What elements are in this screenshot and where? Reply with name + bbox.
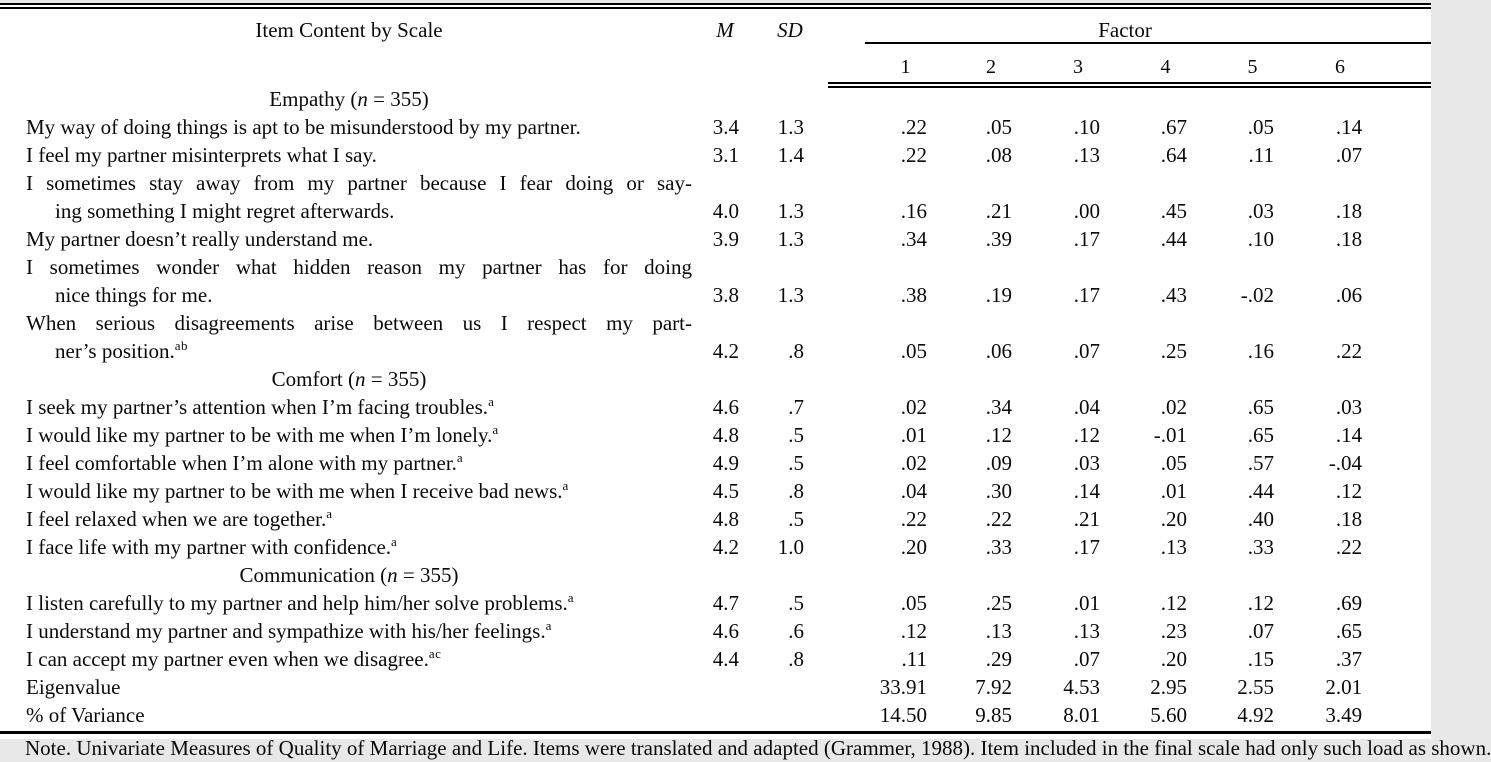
cell-factor-1: 33.91 [879,675,927,699]
cell-factor-5: -.02 [1240,283,1274,307]
footnote-marker: a [545,618,552,633]
cell-factor-5: .16 [1247,339,1274,363]
cell-factor-4: .12 [1160,591,1187,615]
cell-factor-2: .22 [985,507,1012,531]
table-header [0,9,1431,85]
summary-row [0,673,1431,701]
table-row [0,169,1431,225]
table-row [0,533,1431,561]
cell-factor-4: .02 [1160,395,1187,419]
cell-sd: 1.4 [777,143,804,167]
item-text-line [26,253,692,281]
cell-sd: .8 [788,647,804,671]
cell-sd: .7 [788,395,804,419]
cell-mean: 4.9 [712,451,739,475]
cell-factor-3: 4.53 [1063,675,1100,699]
cell-factor-5: .07 [1247,619,1274,643]
cell-factor-1: .05 [900,339,927,363]
cell-factor-6: -.04 [1328,451,1363,475]
cell-mean: 3.1 [712,143,739,167]
cell-factor-1: .12 [900,619,927,643]
cell-factor-6: .69 [1335,591,1363,615]
item-text-line [26,533,692,561]
section-title-text: Communication [239,563,375,587]
cell-sd: 1.3 [777,283,804,307]
cell-factor-4: .67 [1160,115,1187,139]
table-row [0,505,1431,533]
item-text-cell [0,533,698,561]
cell-factor-1: .11 [901,647,927,671]
cell-factor-4: .64 [1160,143,1187,167]
cell-factor-6: .18 [1335,507,1363,531]
item-text-cell [0,141,698,169]
cell-factor-5: .03 [1247,199,1274,223]
cell-factor-1: .16 [900,199,927,223]
item-text: I sometimes wonder what hidden reason my partner has for doing [26,255,692,279]
cell-factor-4: 5.60 [1150,703,1187,727]
cell-factor-6: .18 [1335,227,1363,251]
item-text-cell [0,309,698,365]
cell-mean: 4.8 [712,423,739,447]
cell-factor-4: 2.95 [1150,675,1187,699]
section-title-text: Empathy [269,87,346,111]
item-text: I listen carefully to my partner and help him/her solve problems. [26,591,568,615]
cell-factor-3: .07 [1073,339,1100,363]
cell-mean: 3.9 [712,227,739,251]
col-header-factor-5: 5 [1209,56,1296,85]
table-row [0,449,1431,477]
table-row [0,589,1431,617]
cell-factor-6: 2.01 [1325,675,1363,699]
cell-factor-3: .14 [1073,479,1100,503]
section-n-value: 355 [390,87,422,111]
cell-factor-1: .04 [900,479,927,503]
cell-factor-4: .13 [1160,535,1187,559]
cell-factor-5: .57 [1247,451,1274,475]
item-text: My way of doing things is apt to be misunderstood by my partner. [26,115,581,139]
table-row [0,225,1431,253]
footnote-marker: a [567,590,575,605]
cell-factor-3: .17 [1073,535,1100,559]
cell-factor-5: .40 [1247,507,1274,531]
item-text-cell [0,113,698,141]
cell-factor-2: .13 [985,619,1012,643]
cell-factor-4: .05 [1160,451,1187,475]
cell-factor-6: .22 [1335,535,1363,559]
cell-mean: 4.0 [712,199,739,223]
cell-sd: 1.0 [777,535,804,559]
cell-sd-empty [752,673,828,701]
cell-factor-5: .65 [1247,395,1274,419]
item-text-cell [0,225,698,253]
cell-factor-2: .05 [985,115,1012,139]
cell-factor-2: 7.92 [975,675,1012,699]
cell-factor-2: .06 [985,339,1012,363]
col-header-factor-spanner [828,9,1431,56]
cell-mean-empty [698,701,752,729]
cell-factor-2: .25 [985,591,1012,615]
cell-factor-4: .25 [1160,339,1187,363]
item-text-cell [0,617,698,645]
cell-factor-1: .02 [900,395,927,419]
item-text-cell [0,505,698,533]
factor-spanner-label: Factor [1098,18,1152,42]
factor-spanner-rule [865,42,1431,51]
cell-factor-5: .15 [1247,647,1274,671]
item-text-cell [0,589,698,617]
item-text-cell [0,645,698,673]
table-row [0,617,1431,645]
section-header-row [0,85,1431,113]
item-text-line [26,449,692,477]
item-text-line [26,393,692,421]
cell-factor-2: .39 [985,227,1012,251]
cell-mean: 3.8 [712,283,739,307]
item-text-line [26,309,692,337]
cell-factor-5: .12 [1247,591,1274,615]
cell-factor-2: .29 [985,647,1012,671]
cell-factor-3: .13 [1073,619,1100,643]
table-row [0,645,1431,673]
cell-factor-6: .06 [1335,283,1363,307]
item-text-line [26,645,692,673]
footnote-marker: a [326,506,333,521]
cell-mean-empty [698,673,752,701]
item-text-line [26,225,692,253]
cell-factor-1: .20 [900,535,927,559]
cell-factor-1: .38 [900,283,927,307]
n-symbol: n [387,563,398,587]
item-text-line [26,169,692,197]
cell-factor-4: .20 [1160,507,1187,531]
item-text-cell [0,421,698,449]
table-row [0,253,1431,309]
item-text-line [26,113,692,141]
item-text: ner’s position. [55,339,175,363]
cell-factor-5: 2.55 [1237,675,1274,699]
cell-factor-2: .21 [985,199,1012,223]
cell-sd: .5 [788,507,804,531]
cell-factor-6: .22 [1335,339,1363,363]
col-header-sd: SD [777,18,803,42]
cell-factor-1: 14.50 [879,703,927,727]
item-text: My partner doesn’t really understand me. [26,227,374,251]
table-row [0,477,1431,505]
item-text: I can accept my partner even when we disagree. [26,647,429,671]
item-text-cell [0,477,698,505]
cell-factor-2: .34 [985,395,1012,419]
cell-mean: 4.2 [712,535,739,559]
cell-factor-3: .17 [1073,283,1100,307]
cell-factor-2: .08 [985,143,1012,167]
cell-factor-3: .00 [1073,199,1100,223]
cell-factor-3: .01 [1073,591,1100,615]
section-header-spacer [698,365,1431,393]
item-text: I face life with my partner with confidence. [26,535,392,559]
section-n-value: 355 [387,367,420,391]
col-header-item-content: Item Content by Scale [255,18,443,42]
table-row [0,309,1431,365]
footnote-marker: a [562,478,569,493]
summary-row [0,701,1431,729]
cell-mean: 4.6 [712,619,739,643]
cell-factor-2: .09 [985,451,1012,475]
cell-factor-1: .22 [900,115,927,139]
cell-factor-3: .21 [1073,507,1100,531]
cell-factor-2: 9.85 [975,703,1012,727]
cell-sd: .5 [788,423,804,447]
cell-factor-5: .65 [1247,423,1274,447]
cell-factor-4: .20 [1160,647,1187,671]
cell-factor-4: .44 [1160,227,1187,251]
cell-mean: 4.4 [712,647,739,671]
cell-factor-3: .03 [1073,451,1100,475]
cell-factor-2: .30 [985,479,1012,503]
cell-factor-3: .13 [1073,143,1100,167]
cell-mean: 4.6 [712,395,739,419]
cell-factor-6: .14 [1335,115,1363,139]
table-row [0,141,1431,169]
col-header-factor-3: 3 [1034,56,1122,85]
cell-factor-1: .02 [900,451,927,475]
paper-table-page [0,3,1491,760]
section-title: Communication (n = 355) [239,563,459,587]
cell-factor-5: .05 [1247,115,1274,139]
factor-analysis-table [0,9,1431,729]
item-text: I would like my partner to be with me when I’m lonely. [26,423,493,447]
cell-factor-4: .45 [1160,199,1187,223]
col-header-factor-2: 2 [948,56,1034,85]
table-row [0,421,1431,449]
cell-sd: .8 [788,479,804,503]
cell-factor-3: .10 [1073,115,1100,139]
item-text: I feel comfortable when I’m alone with my partner. [26,451,457,475]
item-text: I understand my partner and sympathize with his/her feelings. [26,619,546,643]
section-title: Comfort (n = 355) [271,367,427,391]
cell-sd: .6 [788,619,804,643]
footnote-marker: a [488,394,495,409]
table-footnote-clipped: Note. Univariate Measures of Quality of Marriage and Life. Items were translated and adapted (Grammer, 1988). Item included in the final scale had only such load as shown. [25,736,1491,760]
item-text-line [26,421,692,449]
cell-sd: .5 [788,451,804,475]
col-header-factor-6: 6 [1296,56,1431,85]
cell-factor-5: 4.92 [1237,703,1274,727]
item-text: When serious disagreements arise between us I respect my part- [26,311,692,335]
item-text-line [26,617,692,645]
cell-mean: 4.5 [712,479,739,503]
cell-factor-6: .18 [1335,199,1363,223]
cell-factor-4: .01 [1160,479,1187,503]
item-text-line [26,141,692,169]
n-symbol: n [355,367,366,391]
table-row [0,113,1431,141]
item-text: nice things for me. [55,283,213,307]
section-title-text: Comfort [271,367,343,391]
item-text: I feel relaxed when we are together. [26,507,327,531]
cell-sd: 1.3 [777,227,804,251]
cell-factor-1: .34 [900,227,927,251]
cell-factor-6: 3.49 [1325,703,1363,727]
item-text: I seek my partner’s attention when I’m facing troubles. [26,395,489,419]
cell-factor-2: .19 [985,283,1012,307]
cell-sd: .5 [788,591,804,615]
item-text: ing something I might regret afterwards. [55,199,395,223]
cell-mean: 4.7 [712,591,739,615]
footnote-marker: a [492,422,499,437]
footnote-marker: a [391,534,398,549]
summary-label: Eigenvalue [26,675,121,699]
cell-factor-6: .37 [1335,647,1363,671]
cell-factor-2: .12 [985,423,1012,447]
item-text-cell [0,393,698,421]
col-header-factor-1: 1 [828,56,948,85]
section-header-spacer [698,85,1431,113]
cell-mean: 4.2 [712,339,739,363]
item-text: I sometimes stay away from my partner because I fear doing or say- [26,171,692,195]
cell-factor-3: 8.01 [1063,703,1100,727]
cell-factor-6: .65 [1335,619,1363,643]
cell-factor-3: .12 [1073,423,1100,447]
section-title: Empathy (n = 355) [269,87,429,111]
table-row [0,393,1431,421]
col-header-factor-4: 4 [1122,56,1209,85]
col-header-mean: M [716,18,734,42]
cell-factor-6: .03 [1335,395,1363,419]
item-text-cell [0,449,698,477]
summary-label: % of Variance [26,703,145,727]
item-text-cell [0,253,698,309]
cell-factor-5: .10 [1247,227,1274,251]
item-text-line [26,505,692,533]
cell-factor-3: .07 [1073,647,1100,671]
cell-factor-1: .22 [900,143,927,167]
cell-sd: .8 [788,339,804,363]
cell-factor-4: .43 [1160,283,1187,307]
cell-sd: 1.3 [777,199,804,223]
cell-factor-4: .23 [1160,619,1187,643]
section-header-spacer [698,561,1431,589]
item-text-line [26,589,692,617]
cell-factor-5: .33 [1247,535,1274,559]
cell-factor-3: .17 [1073,227,1100,251]
cell-factor-6: .14 [1335,423,1363,447]
cell-factor-1: .01 [900,423,927,447]
section-n-value: 355 [419,563,452,587]
cell-factor-5: .44 [1247,479,1274,503]
cell-mean: 3.4 [712,115,739,139]
cell-factor-5: .11 [1248,143,1274,167]
bottom-rule [0,731,1431,734]
cell-factor-6: .12 [1335,479,1363,503]
section-header-row [0,561,1431,589]
cell-factor-6: .07 [1335,143,1363,167]
n-symbol: n [357,87,368,111]
cell-sd: 1.3 [777,115,804,139]
item-text-line [26,281,692,309]
cell-factor-4: -.01 [1153,423,1187,447]
table-body [0,85,1431,729]
item-text-line [26,477,692,505]
footnote-marker: ac [428,646,442,661]
item-text-line [26,337,692,365]
item-text: I would like my partner to be with me when I receive bad news. [26,479,563,503]
footnote-marker: ab [174,338,189,353]
cell-mean: 4.8 [712,507,739,531]
footnote-marker: a [456,450,464,465]
cell-factor-1: .22 [900,507,927,531]
cell-factor-2: .33 [985,535,1012,559]
cell-factor-1: .05 [900,591,927,615]
item-text-line [26,197,692,225]
item-text-cell [0,169,698,225]
section-header-row [0,365,1431,393]
cell-sd-empty [752,701,828,729]
cell-factor-3: .04 [1073,395,1100,419]
item-text: I feel my partner misinterprets what I say. [26,143,377,167]
